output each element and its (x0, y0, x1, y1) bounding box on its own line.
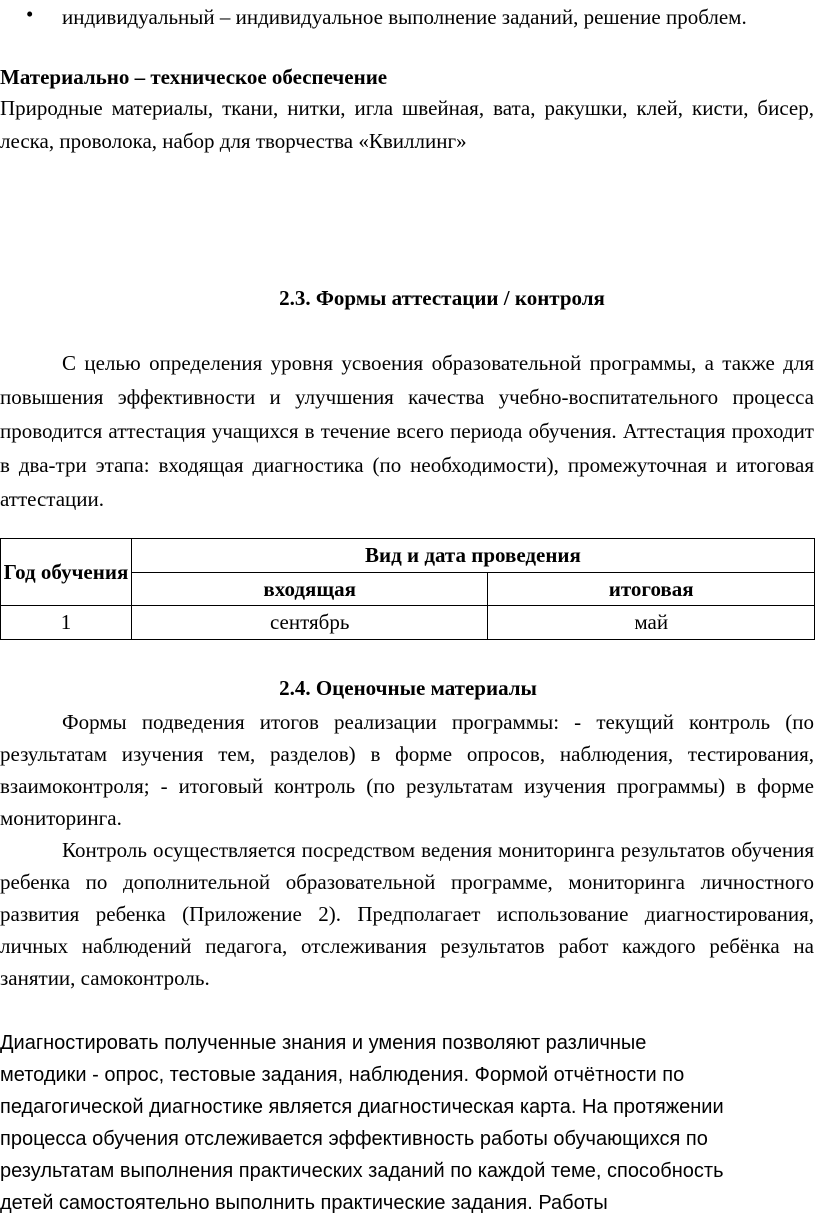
table-row (1, 606, 815, 640)
table-header-year: Год обучения (1, 539, 132, 606)
table-cell-incoming: сентябрь (131, 606, 488, 640)
para-3-line: результатам выполнения практических заданий по каждой теме, способность (0, 1160, 724, 1182)
materials-heading: Материально – техническое обеспечение (0, 65, 388, 89)
section-24-para-2: Контроль осуществляется посредством ведения мониторинга результатов обучения ребенка по дополнительной образовательной программе, мониторинга личностного развития ребенка (Приложение 2). Предполагает использование диагностирования, личных наблюдений педагога, отслеживания результатов работ каждого ребёнка на занятии, самоконтроль. (0, 838, 814, 990)
table-header-group: Вид и дата проведения (131, 539, 814, 573)
section-24-para-1: Формы подведения итогов реализации программы: - текущий контроль (по результатам изучения тем, разделов) в форме опросов, наблюдения, тестирования, взаимоконтроля; - итоговый контроль (по результатам изучения программы) в форме мониторинга. (0, 710, 814, 830)
section-24-body (0, 706, 814, 994)
para-3-line: методики - опрос, тестовые задания, наблюдения. Формой отчётности по (0, 1064, 685, 1086)
para-3-line: детей самостоятельно выполнить практические задания. Работы (0, 1192, 608, 1214)
section-24-title: 2.4. Оценочные материалы (279, 676, 537, 700)
para-3-line: Диагностировать полученные знания и умения позволяют различные (0, 1032, 647, 1054)
section-23-title: 2.3. Формы аттестации / контроля (279, 286, 605, 310)
table-subheader-incoming: входящая (131, 573, 488, 606)
bullet-item (0, 2, 816, 33)
section-23-paragraph-text: С целью определения уровня усвоения образовательной программы, а также для повышения эффективности и улучшения качества учебно-воспитательного процесса проводится аттестация учащихся в течение всего периода обучения. Аттестация проходит в два-три этапа: входящая диагностика (по необходимости), промежуточная и итоговая аттестации. (0, 351, 814, 511)
para-3-line: педагогической диагностике является диагностическая карта. На протяжении (0, 1096, 724, 1118)
section-23-paragraph (0, 346, 814, 516)
materials-text: Природные материалы, ткани, нитки, игла швейная, вата, ракушки, клей, кисти, бисер, леска, проволока, набор для творчества «Квиллинг» (0, 96, 814, 153)
para-3-line: процесса обучения отслеживается эффективность работы обучающихся по (0, 1128, 708, 1150)
bullet-symbol: • (26, 2, 34, 26)
section-24-para-3 (0, 1027, 814, 1219)
bullet-text: индивидуальный – индивидуальное выполнение заданий, решение проблем. (62, 5, 747, 29)
table-cell-year: 1 (1, 606, 132, 640)
table-cell-final: май (488, 606, 815, 640)
table-subheader-final: итоговая (488, 573, 815, 606)
attestation-table (0, 538, 815, 640)
